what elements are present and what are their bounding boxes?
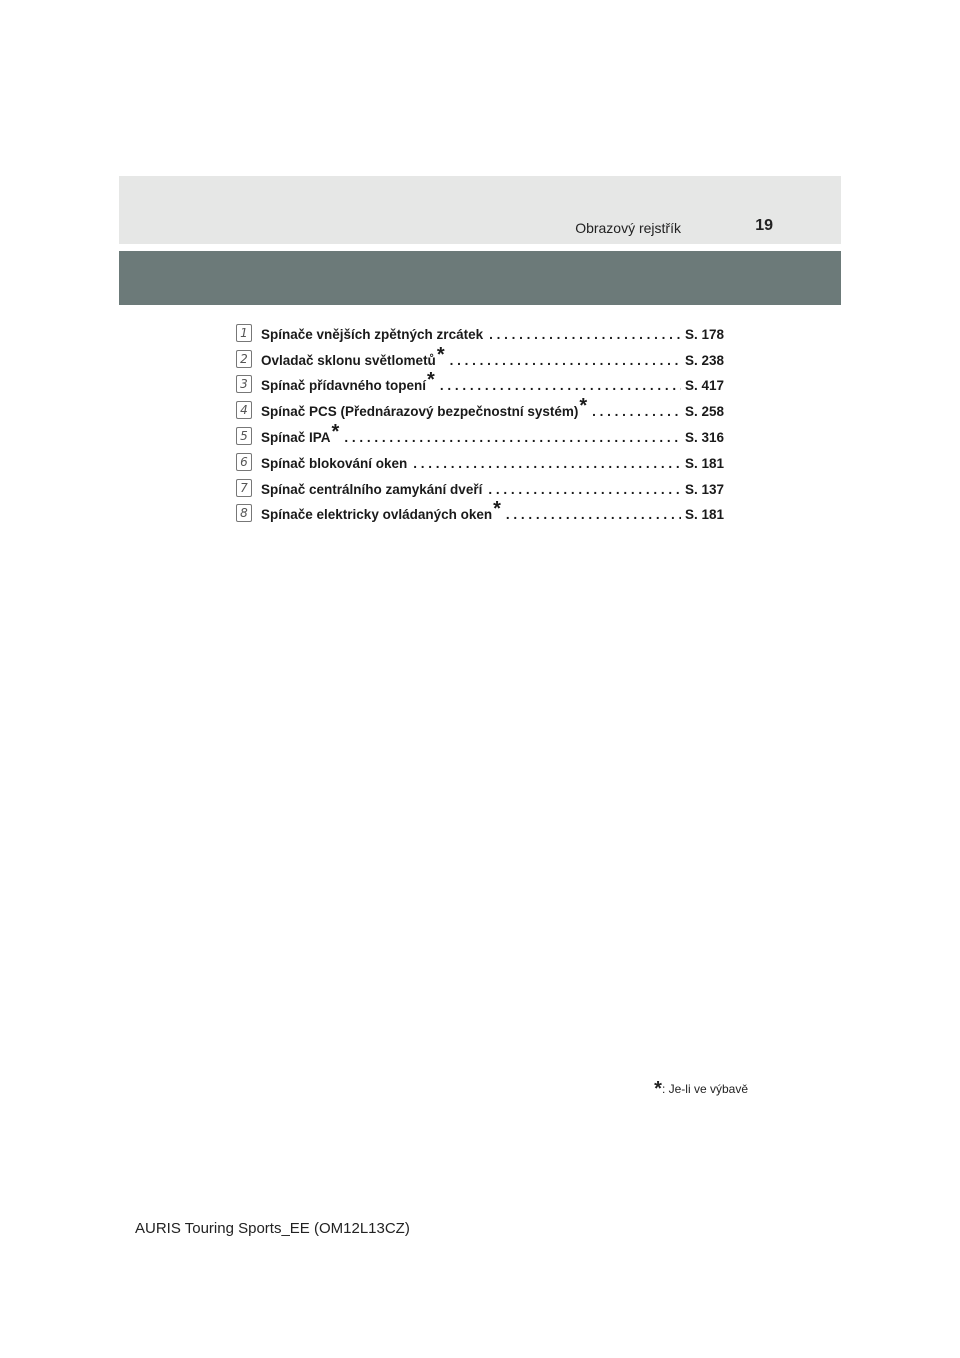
dot-leader	[344, 430, 681, 445]
entry-label: Spínače elektricky ovládaných oken*	[261, 498, 501, 523]
optional-star: *	[579, 395, 588, 418]
index-entry[interactable]	[236, 316, 724, 342]
optional-star: *	[493, 498, 501, 521]
entry-label: Spínač IPA*	[261, 420, 340, 445]
page-reference[interactable]: S. 417	[684, 378, 724, 394]
optional-star: *	[436, 343, 445, 366]
entry-number-badge: 3	[236, 375, 252, 393]
entry-label: Ovladač sklonu světlometů*	[261, 343, 445, 368]
index-entry[interactable]	[236, 497, 724, 523]
dot-leader	[488, 482, 681, 497]
page-reference[interactable]: S. 238	[684, 352, 724, 368]
dot-leader	[506, 507, 681, 522]
footnote-star: *	[654, 1078, 662, 1100]
entry-number-badge: 7	[236, 479, 252, 497]
dot-leader	[489, 327, 681, 342]
index-entry[interactable]	[236, 471, 724, 497]
page-reference[interactable]: S. 181	[684, 507, 724, 523]
header-band	[119, 176, 841, 244]
index-entry[interactable]	[236, 342, 724, 368]
entry-number-badge: 4	[236, 401, 252, 419]
entry-number-badge: 2	[236, 350, 252, 368]
index-entry[interactable]	[236, 368, 724, 394]
optional-star: *	[331, 420, 340, 443]
page-reference[interactable]: S. 258	[684, 404, 724, 420]
index-entries	[236, 316, 724, 522]
index-entry[interactable]	[236, 419, 724, 445]
page-number: 19	[755, 217, 773, 234]
dot-leader	[450, 353, 681, 368]
entry-number-badge: 5	[236, 427, 252, 445]
section-title: Obrazový rejstřík	[575, 220, 681, 236]
entry-label: Spínače vnějších zpětných zrcátek	[261, 326, 484, 342]
entry-label: Spínač přídavného topení*	[261, 369, 435, 394]
page-reference[interactable]: S. 137	[684, 481, 724, 497]
index-entry[interactable]	[236, 393, 724, 419]
entry-number-badge: 6	[236, 453, 252, 471]
dot-leader	[440, 378, 681, 393]
index-entry[interactable]	[236, 445, 724, 471]
page-reference[interactable]: S. 178	[684, 326, 724, 342]
optional-star: *	[427, 369, 435, 392]
page-reference[interactable]: S. 316	[684, 429, 724, 445]
entry-label: Spínač PCS (Přednárazový bezpečnostní systém)*	[261, 395, 588, 420]
entry-number-badge: 1	[236, 324, 252, 342]
entry-number-badge: 8	[236, 504, 252, 522]
entry-label: Spínač blokování oken	[261, 455, 408, 471]
footer-model-code: AURIS Touring Sports_EE (OM12L13CZ)	[135, 1220, 410, 1237]
page-reference[interactable]: S. 181	[684, 455, 724, 471]
entry-label: Spínač centrálního zamykání dveří	[261, 481, 483, 497]
footnote	[654, 1076, 748, 1099]
section-band	[119, 251, 841, 305]
dot-leader	[413, 456, 681, 471]
dot-leader	[592, 404, 681, 419]
footnote-text: : Je-li ve výbavě	[661, 1082, 748, 1096]
